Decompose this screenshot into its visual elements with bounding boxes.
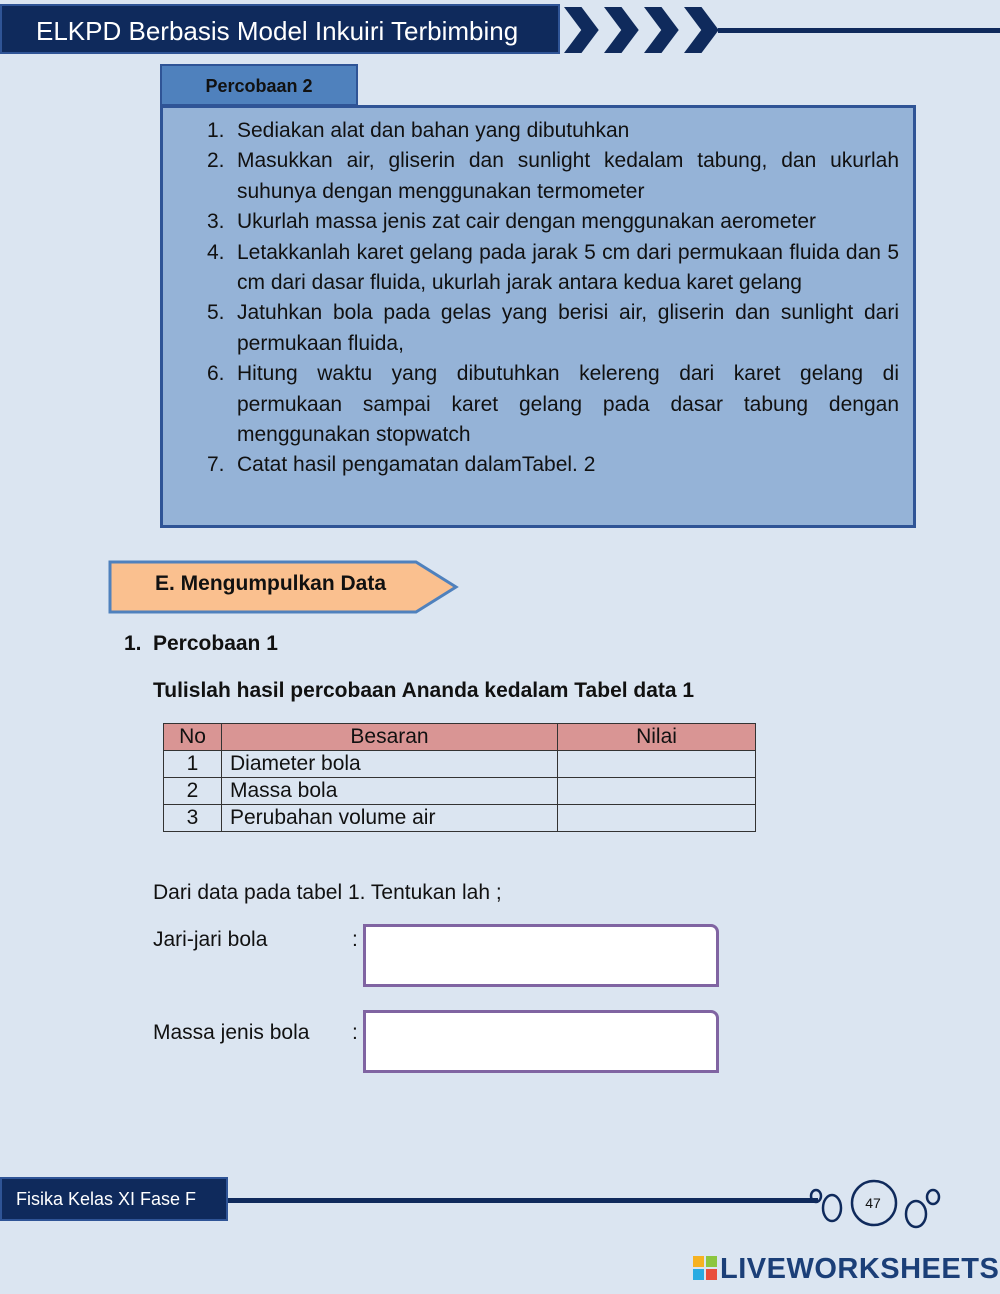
header-chevrons [560,0,1000,60]
cell-besaran: Massa bola [222,778,558,805]
procedure-step [207,146,899,207]
col-header-no: No [164,724,222,751]
table-header-row [164,724,756,751]
col-header-nilai: Nilai [558,724,756,751]
cell-no: 3 [164,805,222,832]
cell-nilai-input[interactable] [558,805,756,832]
step-number: 3. [207,210,225,234]
table-row [164,805,756,832]
step-text: Catat hasil pengamatan dalamTabel. 2 [237,453,596,477]
data-table [163,723,756,832]
subsection-heading [124,632,278,656]
header-title-bar [0,4,560,54]
footer-label-bar [0,1177,228,1221]
answer-input-density[interactable] [363,1010,719,1073]
subsection-title: Percobaan 1 [153,632,278,655]
step-text: Sediakan alat dan bahan yang dibutuhkan [237,119,630,142]
brand-text: LIVEWORKSHEETS [720,1253,1000,1285]
step-number: 7. [207,453,225,477]
answer-label-radius: Jari-jari bola [153,928,268,951]
section-title: E. Mengumpulkan Data [155,572,387,595]
procedure-step [207,359,899,450]
table-row [164,778,756,805]
table-instruction: Tulislah hasil percobaan Ananda kedalam Tabel data 1 [153,679,695,702]
procedure-step [207,298,899,359]
procedure-step [207,207,899,237]
step-text: Letakkanlah karet gelang pada jarak 5 cm dari permukaan fluida dan 5 cm dari dasar fluida, ukurlah jarak antara kedua karet gelang [237,240,899,295]
answer-label-density: Massa jenis bola [153,1021,310,1044]
col-header-besaran: Besaran [222,724,558,751]
procedure-step [207,116,899,146]
header-rule [718,28,1000,33]
liveworksheets-brand [693,1253,999,1286]
experiment-tab-label: Percobaan 2 [205,76,313,96]
procedure-step [207,238,899,299]
chevron-icon [642,6,680,54]
step-number: 5. [207,301,225,325]
cell-besaran: Diameter bola [222,751,558,778]
chevron-icon [682,6,720,54]
page-number: 47 [865,1195,881,1211]
chevron-icon [562,6,600,54]
cell-no: 1 [164,751,222,778]
table-row [164,751,756,778]
cell-nilai-input[interactable] [558,751,756,778]
procedure-step [207,450,899,480]
liveworksheets-logo-icon [693,1256,717,1280]
step-text: Hitung waktu yang dibutuhkan kelereng dari karet gelang di permukaan sampai karet gelang pada dasar tabung dengan menggunakan stopwatch [237,362,899,447]
step-text: Ukurlah massa jenis zat cair dengan menggunakan aerometer [237,210,816,234]
question-prompt: Dari data pada tabel 1. Tentukan lah ; [153,881,502,904]
step-number: 4. [207,240,225,264]
cell-no: 2 [164,778,222,805]
answer-input-radius[interactable] [363,924,719,987]
answer-colon: : [352,928,358,951]
chevron-icon [602,6,640,54]
cell-besaran: Perubahan volume air [222,805,558,832]
footer-label: Fisika Kelas XI Fase F [16,1189,197,1209]
procedure-box [160,105,916,528]
step-number: 6. [207,362,225,386]
step-number: 2. [207,149,225,173]
step-text: Masukkan air, gliserin dan sunlight kedalam tabung, dan ukurlah suhunya dengan menggunakan termometer [237,149,899,203]
header-title: ELKPD Berbasis Model Inkuiri Terbimbing [36,16,519,46]
footer-rule [228,1198,818,1203]
answer-colon: : [352,1021,358,1044]
step-text: Jatuhkan bola pada gelas yang berisi air, gliserin dan sunlight dari permukaan fluida, [237,301,899,355]
cell-nilai-input[interactable] [558,778,756,805]
experiment-tab [160,64,358,106]
step-number: 1. [207,119,225,142]
subsection-number: 1. [124,632,142,655]
procedure-list [207,116,899,481]
